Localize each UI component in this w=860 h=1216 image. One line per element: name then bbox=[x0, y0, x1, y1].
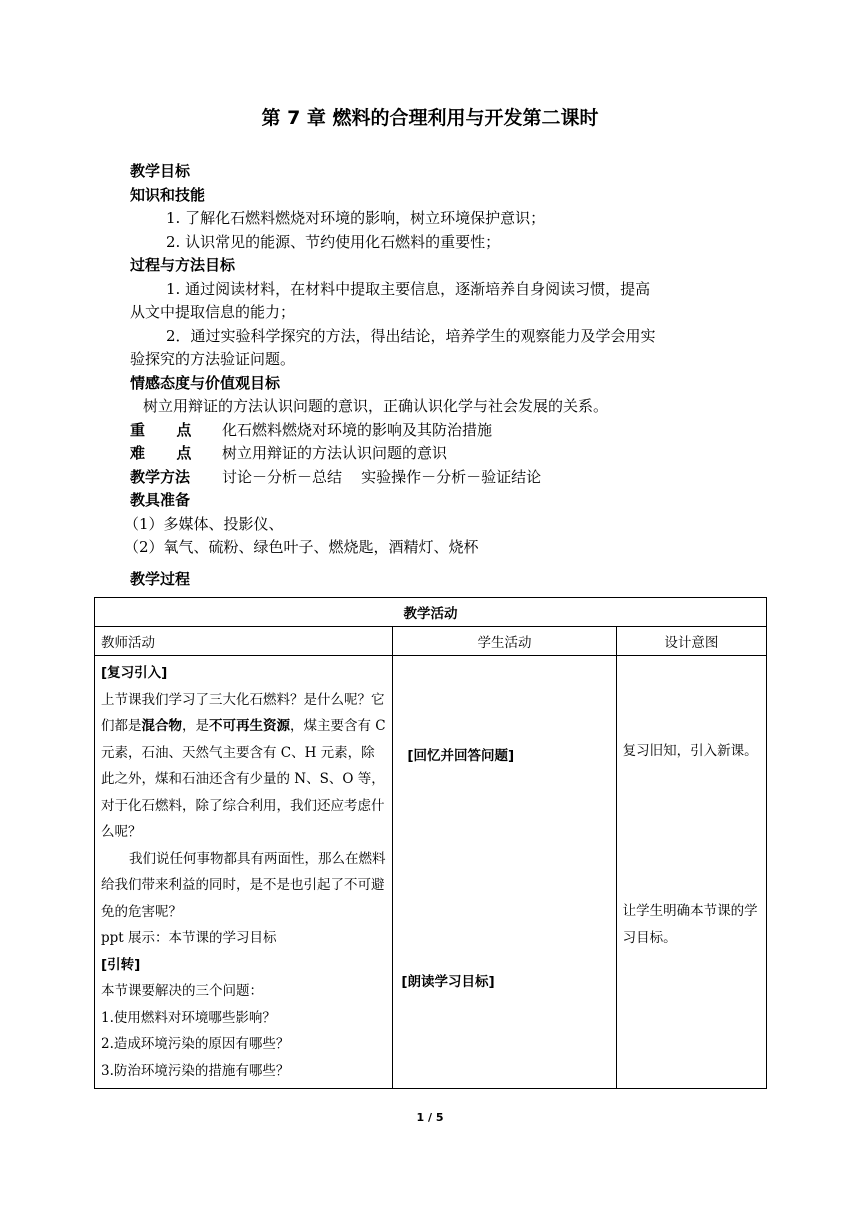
header-teacher: 教师活动 bbox=[95, 627, 393, 656]
process-item-2-line-2: 验探究的方法验证问题。 bbox=[130, 350, 296, 368]
emotion-item: 树立用辩证的方法认识问题的意识，正确认识化学与社会发展的关系。 bbox=[143, 397, 609, 415]
method-text: 讨论－分析－总结 实验操作－分析－验证结论 bbox=[222, 467, 542, 486]
knowledge-item-2: 2. 认识常见的能源、节约使用化石燃料的重要性； bbox=[166, 232, 501, 251]
objectives-heading: 教学目标 bbox=[130, 162, 191, 180]
process-section-heading: 教学过程 bbox=[130, 570, 191, 588]
key-point-label: 重 点 bbox=[130, 420, 192, 439]
header-intent: 设计意图 bbox=[616, 627, 766, 656]
emotion-heading: 情感态度与价值观目标 bbox=[130, 373, 281, 392]
turn-intro: 本节课要解决的三个问题： bbox=[101, 983, 263, 999]
question-3: 3.防治环境污染的措施有哪些？ bbox=[101, 1062, 290, 1079]
knowledge-item-1: 1. 了解化石燃料燃烧对环境的影响，树立环境保护意识； bbox=[166, 209, 546, 227]
review-paragraph-2: 我们说任何事物都具有两面性，那么在燃料给我们带来利益的同时，是不是也引起了不可避免的危害呢？ bbox=[101, 850, 386, 920]
review-text-e: ，煤主要含有 C 元素，石油、天然气主要含有 C、H 元素，除此之外，煤和石油还含有少量的 N、S、O 等，对于化石燃料，除了综合利用，我们还应考虑什么呢？ bbox=[101, 718, 386, 840]
process-item-1-line-1: 1. 通过阅读材料，在材料中提取主要信息，逐渐培养自身阅读习惯，提高 bbox=[166, 279, 651, 298]
materials-item-2: （2）氧气、硫粉、绿色叶子、燃烧匙，酒精灯、烧杯 bbox=[124, 538, 479, 556]
student-activity-2: [朗读学习目标] bbox=[401, 974, 495, 990]
lesson-objectives bbox=[124, 160, 750, 560]
review-text-a: 上节课我们学习了三大化石燃料？是什么呢？它们都是 bbox=[101, 691, 385, 734]
review-label: [复习引入] bbox=[101, 665, 168, 681]
review-text-bold-mixture: 混合物 bbox=[141, 718, 182, 734]
page-title: 第 7 章 燃料的合理利用与开发第二课时 bbox=[261, 107, 599, 129]
page-number: 1 / 5 bbox=[416, 1111, 444, 1124]
key-point-text: 化石燃料燃烧对环境的影响及其防治措施 bbox=[222, 420, 493, 439]
key-point-row bbox=[130, 419, 750, 443]
review-paragraph-3: ppt 展示：本节课的学习目标 bbox=[101, 930, 277, 946]
teaching-activity-table bbox=[94, 597, 767, 1089]
difficult-point-text: 树立用辩证的方法认识问题的意识 bbox=[222, 444, 448, 462]
teacher-activity-cell bbox=[95, 656, 393, 1089]
process-item-1-line-2: 从文中提取信息的能力； bbox=[130, 303, 296, 321]
difficult-point-row bbox=[130, 442, 750, 466]
knowledge-heading: 知识和技能 bbox=[130, 185, 206, 204]
method-row bbox=[130, 466, 750, 490]
turn-label: [引转] bbox=[101, 956, 141, 973]
table-caption: 教学活动 bbox=[95, 598, 767, 627]
materials-heading: 教具准备 bbox=[130, 491, 191, 509]
review-text-c: ，是 bbox=[182, 718, 209, 734]
process-item-2-line-1: 2．通过实验科学探究的方法，得出结论，培养学生的观察能力及学会用实 bbox=[166, 326, 656, 345]
difficult-point-label: 难 点 bbox=[130, 444, 192, 462]
review-text-bold-nonrenewable: 不可再生资源 bbox=[209, 718, 290, 734]
question-1: 1.使用燃料对环境哪些影响？ bbox=[101, 1009, 276, 1026]
process-heading: 过程与方法目标 bbox=[130, 256, 236, 274]
design-intent-1: 复习旧知，引入新课。 bbox=[622, 743, 758, 759]
design-intent-cell bbox=[616, 656, 766, 1089]
materials-item-1: （1）多媒体、投影仪、 bbox=[124, 514, 284, 533]
student-activity-cell bbox=[393, 656, 616, 1089]
header-student: 学生活动 bbox=[393, 627, 616, 656]
method-label: 教学方法 bbox=[130, 467, 191, 486]
student-activity-1: [回忆并回答问题] bbox=[407, 748, 515, 764]
question-2: 2.造成环境污染的原因有哪些？ bbox=[101, 1036, 290, 1052]
design-intent-2: 让学生明确本节课的学习目标。 bbox=[622, 903, 758, 946]
review-paragraph-1 bbox=[101, 687, 386, 846]
